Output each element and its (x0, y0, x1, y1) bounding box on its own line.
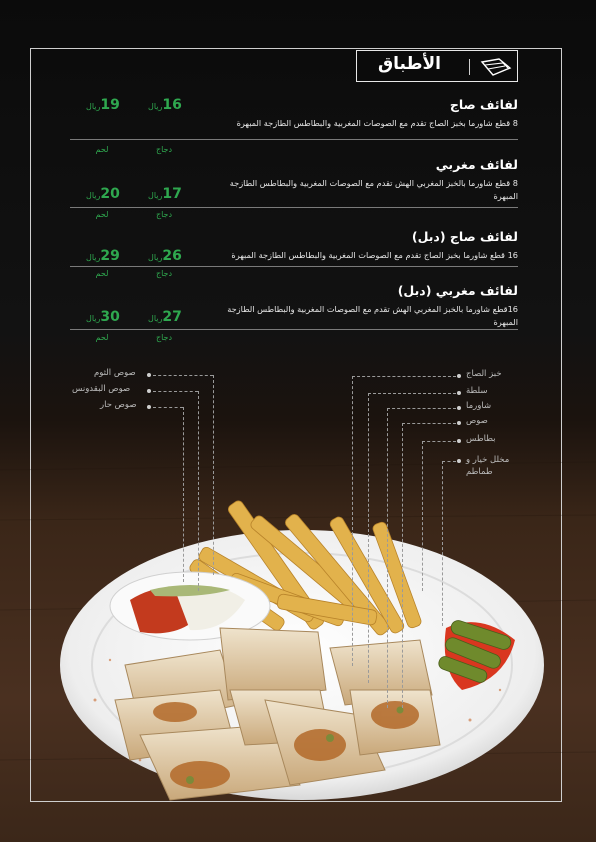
chicken-label: دجاج (155, 145, 173, 154)
legend-dot (147, 405, 151, 409)
meat-price-value: 30 (100, 309, 120, 325)
legend-sauce: صوص (466, 416, 488, 426)
leader-line (387, 408, 456, 409)
leader-line (387, 408, 388, 708)
legend-parsley-sauce: صوص البقدونس (72, 384, 131, 394)
legend-saj-bread: خبز الصاج (466, 369, 502, 379)
currency-label: ريال (148, 314, 163, 323)
item-description: 16قطع شاورما بالخبز المغربي الهش تقدم مع الصوصات المغربية والبطاطس الطازجة المبهرة (227, 304, 518, 327)
chicken-price-value: 27 (162, 309, 182, 325)
meat-label: لحم (95, 269, 109, 278)
chicken-price-value: 17 (162, 186, 182, 202)
leader-line (368, 393, 456, 394)
legend-dot (147, 389, 151, 393)
leader-line (422, 441, 423, 591)
leader-line (352, 376, 456, 377)
legend-dot (457, 406, 461, 410)
item-name: لفائف مغربي (دبل) (397, 283, 518, 298)
legend-pickles: مخلل خيار و طماطم (466, 455, 510, 477)
legend-garlic-sauce: صوص الثوم (94, 368, 136, 378)
meat-label: لحم (95, 333, 109, 342)
legend-dot (457, 391, 461, 395)
meat-price-value: 19 (100, 97, 120, 113)
leader-line (153, 375, 213, 376)
currency-label: ريال (86, 191, 101, 200)
item-name: لفائف صاج (دبل) (411, 229, 518, 244)
currency-label: ريال (86, 314, 101, 323)
meat-price-value: 20 (100, 186, 120, 202)
leader-line (442, 461, 443, 626)
legend-dot (457, 459, 461, 463)
legend-potatoes: بطاطس (466, 434, 496, 444)
leader-line (402, 423, 403, 708)
chicken-label: دجاج (155, 210, 173, 219)
meat-price-value: 29 (100, 248, 120, 264)
chicken-price-value: 26 (162, 248, 182, 264)
currency-label: ريال (148, 191, 163, 200)
leader-line (153, 407, 183, 408)
item-name: لفائف صاج (449, 97, 518, 112)
currency-label: ريال (86, 253, 101, 262)
legend-shawarma: شاورما (466, 401, 492, 411)
meat-label: لحم (95, 145, 109, 154)
legend-hot-sauce: صوص حار (100, 400, 137, 410)
leader-line (442, 461, 456, 462)
currency-label: ريال (86, 102, 101, 111)
legend-dot (457, 439, 461, 443)
legend-salad: سلطة (466, 386, 488, 396)
chicken-label: دجاج (155, 269, 173, 278)
legend-dot (457, 421, 461, 425)
legend-dot (147, 373, 151, 377)
item-description: 16 قطع شاورما بخبز الصاج تقدم مع الصوصات المغربية والبطاطس الطازجة المبهرة (231, 250, 518, 260)
chicken-label: دجاج (155, 333, 173, 342)
leader-line (402, 423, 456, 424)
currency-label: ريال (148, 102, 163, 111)
leader-line (422, 441, 456, 442)
leader-line (198, 391, 199, 591)
meat-label: لحم (95, 210, 109, 219)
item-description: 8 قطع شاورما بالخبز المغربي الهش تقدم مع الصوصات المغربية والبطاطس الطازجة المبهرة (229, 178, 518, 201)
item-description: 8 قطع شاورما بخبز الصاج تقدم مع الصوصات المغربية والبطاطس الطازجة المبهرة (236, 118, 518, 128)
currency-label: ريال (148, 253, 163, 262)
legend-dot (457, 374, 461, 378)
leader-line (183, 407, 184, 582)
section-title: الأطباق (377, 54, 441, 74)
item-name: لفائف مغربي (435, 157, 518, 172)
leader-line (352, 376, 353, 666)
chicken-price-value: 16 (162, 97, 182, 113)
leader-line (213, 375, 214, 575)
leader-line (153, 391, 198, 392)
leader-line (368, 393, 369, 683)
